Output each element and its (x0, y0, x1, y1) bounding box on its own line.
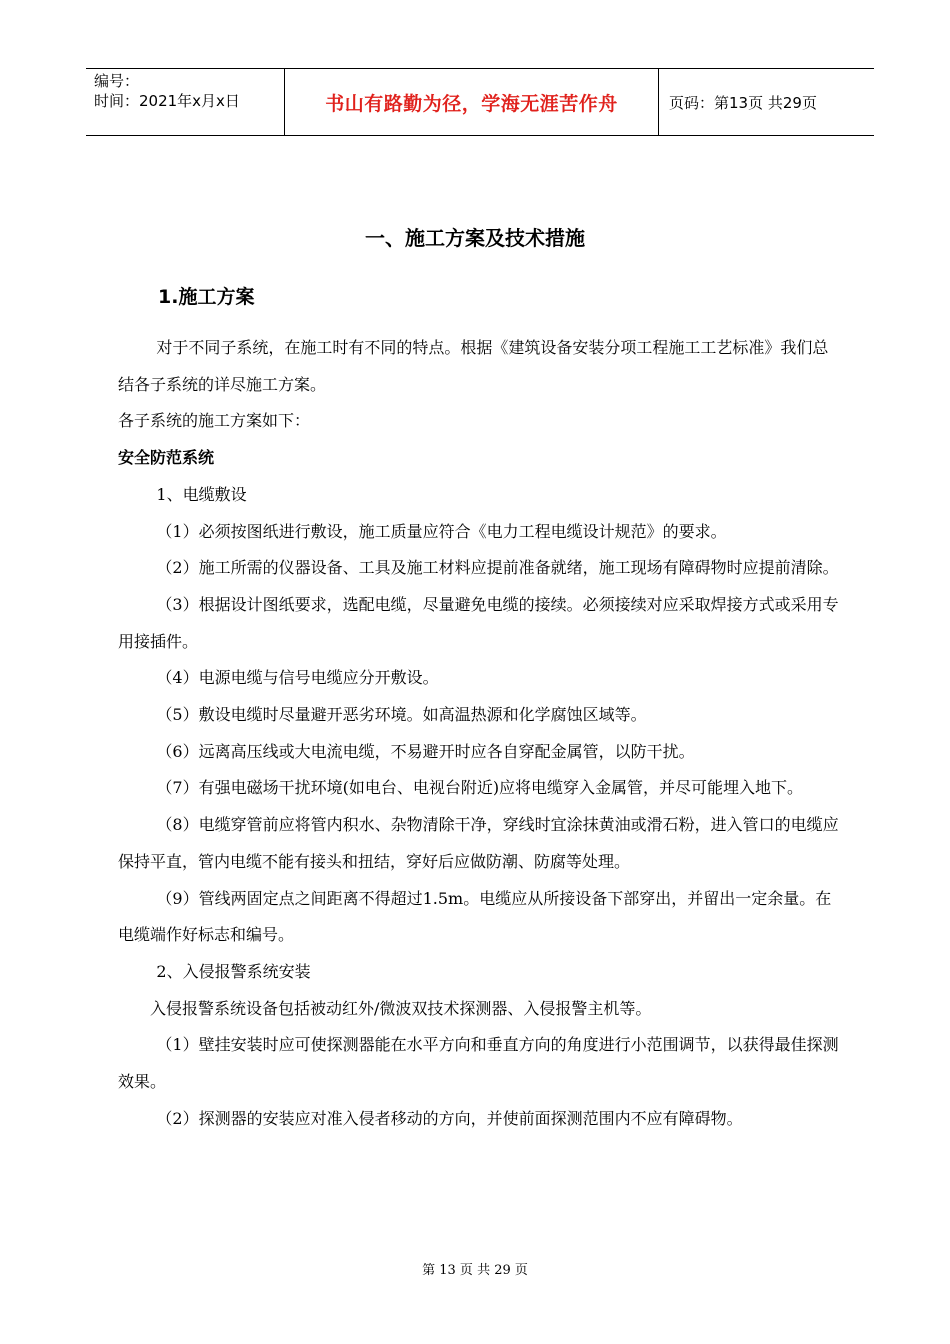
header-page-number: 页码：第13页 共29页 (669, 93, 817, 112)
list-item: （4）电源电缆与信号电缆应分开敷设。 (156, 668, 439, 688)
header-motto: 书山有路勤为径，学海无涯苦作舟 (325, 92, 618, 115)
list-item: （3）根据设计图纸要求，选配电缆，尽量避免电缆的接续。必须接续对应采取焊接方式或采用专用接插件。 (118, 594, 839, 651)
header-motto-cell (285, 69, 659, 135)
list-item: （1）壁挂安装时应可使探测器能在水平方向和垂直方向的角度进行小范围调节，以获得最佳探测效果。 (118, 1035, 839, 1092)
list-item: （8）电缆穿管前应将管内积水、杂物清除干净，穿线时宜涂抹黄油或滑石粉，进入管口的电缆应保持平直，管内电缆不能有接头和扭结，穿好后应做防潮、防腐等处理。 (118, 815, 839, 871)
list-item: （7）有强电磁场干扰环境(如电台、电视台附近)应将电缆穿入金属管，并尽可能埋入地下。 (156, 778, 804, 798)
document-body (118, 330, 844, 1137)
header-info-cell (86, 69, 285, 135)
list-item: （2）施工所需的仪器设备、工具及施工材料应提前准备就绪，施工现场有障碍物时应提前清除。 (156, 558, 839, 578)
subsection-title: 1.施工方案 (158, 286, 255, 308)
page-footer: 第 13 页 共 29 页 (422, 1263, 528, 1278)
header-page-cell (659, 69, 874, 135)
document-header (86, 68, 874, 136)
body-paragraph: 对于不同子系统，在施工时有不同的特点。根据《建筑设备安装分项工程施工工艺标准》我们总结各子系统的详尽施工方案。 (118, 338, 829, 394)
document-number-label: 编号： (94, 72, 140, 90)
document-time-label: 时间：2021年x月x日 (94, 92, 240, 110)
list-item: （6）远离高压线或大电流电缆，不易避开时应各自穿配金属管，以防干扰。 (156, 741, 695, 761)
system-heading: 安全防范系统 (118, 448, 215, 468)
body-paragraph: 各子系统的施工方案如下： (118, 411, 311, 431)
item-heading: 2、入侵报警系统安装 (156, 961, 311, 981)
list-item: （1）必须按图纸进行敷设，施工质量应符合《电力工程电缆设计规范》的要求。 (156, 521, 727, 541)
list-item: （2）探测器的安装应对准入侵者移动的方向，并使前面探测范围内不应有障碍物。 (156, 1108, 743, 1128)
list-item: （9）管线两固定点之间距离不得超过1.5m。电缆应从所接设备下部穿出，并留出一定余量。在电缆端作好标志和编号。 (118, 888, 832, 945)
list-item: （5）敷设电缆时尽量避开恶劣环境。如高温热源和化学腐蚀区域等。 (156, 705, 647, 725)
item-heading: 1、电缆敷设 (156, 484, 247, 504)
body-paragraph: 入侵报警系统设备包括被动红外/微波双技术探测器、入侵报警主机等。 (150, 998, 652, 1018)
section-title: 一、施工方案及技术措施 (365, 226, 585, 250)
